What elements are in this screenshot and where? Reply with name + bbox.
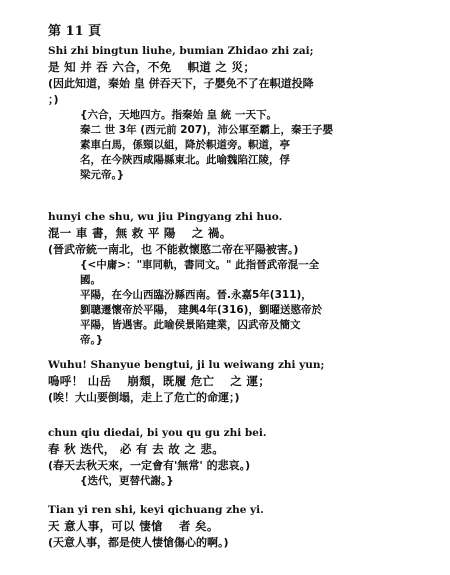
page-number: 第 11 頁 (48, 24, 102, 39)
translation-line: (晉武帝統一南北，也 不能救懷愍二帝在平陽被害。) (48, 243, 299, 256)
chinese-line: 是 知 并 吞 六合，不免 軹道 之 災； (48, 60, 256, 74)
pinyin-line: Shi zhi bingtun liuhe, bumian Zhidao zhi zai; (48, 45, 314, 57)
pinyin-line: chun qiu diedai, bi you qu gu zhi bei. (48, 427, 267, 439)
chinese-line: 天 意人事，可以 悽愴 者 矣。 (48, 519, 219, 533)
note-line: 梁元帝。} (80, 169, 125, 181)
note-line: {<中庸>："車同軌，書同文。" 此指晉武帝混一全 (80, 259, 320, 271)
note-line: {迭代，更替代謝。} (80, 475, 174, 487)
chinese-line: 混一 車 書，無 救 平 陽 之 禍。 (48, 226, 232, 240)
verse-section-4 (48, 426, 448, 489)
note-line: 素車白馬，係頸以組，降於軹道旁。軹道，亭 (80, 139, 290, 151)
verse-section-2 (48, 210, 448, 348)
note-line: 名，在今陝西咸陽縣東北。此喻魏陷江陵，俘 (80, 154, 290, 166)
note-line: 平陽，在今山西臨汾縣西南。晉.永嘉5年(311)， (80, 289, 312, 301)
pinyin-line: hunyi che shu, wu jiu Pingyang zhi huo. (48, 211, 283, 223)
translation-line: ；) (48, 93, 59, 106)
note-line: {六合，天地四方。指秦始 皇 統 一天下。 (80, 109, 277, 121)
translation-line: (天意人事，都是使人悽愴傷心的啊。) (48, 536, 229, 549)
note-line: 秦二 世 3年 (西元前 207)，沛公軍至霸上，秦王子嬰 (80, 124, 333, 136)
annotation-note (80, 474, 448, 489)
note-line: 國。 (80, 274, 101, 286)
chinese-line: 嗚呼！ 山岳 崩頹，既履 危亡 之 運； (48, 374, 271, 388)
pinyin-line: Wuhu! Shanyue bengtui, ji lu weiwang zhi yun; (48, 359, 325, 371)
translation-line: (春天去秋天來，一定會有'無常' 的悲哀。) (48, 459, 251, 472)
note-line: 帝。} (80, 334, 104, 346)
note-line: 平陽，皆遇害。此喻侯景陷建業，囚武帝及簡文 (80, 319, 301, 331)
pinyin-line: Tian yi ren shi, keyi qichuang zhe yi. (48, 504, 264, 516)
note-line: 劉聰遷懷帝於平陽， 建興4年(316)，劉曜送愍帝於 (80, 304, 322, 316)
translation-line: (因此知道，秦始 皇 併吞天下，子嬰免不了在軹道投降 (48, 77, 314, 90)
annotation-note (80, 108, 448, 183)
verse-section-5 (48, 503, 448, 551)
translation-line: (唉！大山要倒塌，走上了危亡的命運；) (48, 391, 240, 404)
annotation-note (80, 258, 448, 348)
chinese-line: 春 秋 迭代， 必 有 去 故 之 悲。 (48, 442, 225, 456)
verse-section-1 (48, 44, 448, 183)
verse-section-3 (48, 358, 448, 406)
